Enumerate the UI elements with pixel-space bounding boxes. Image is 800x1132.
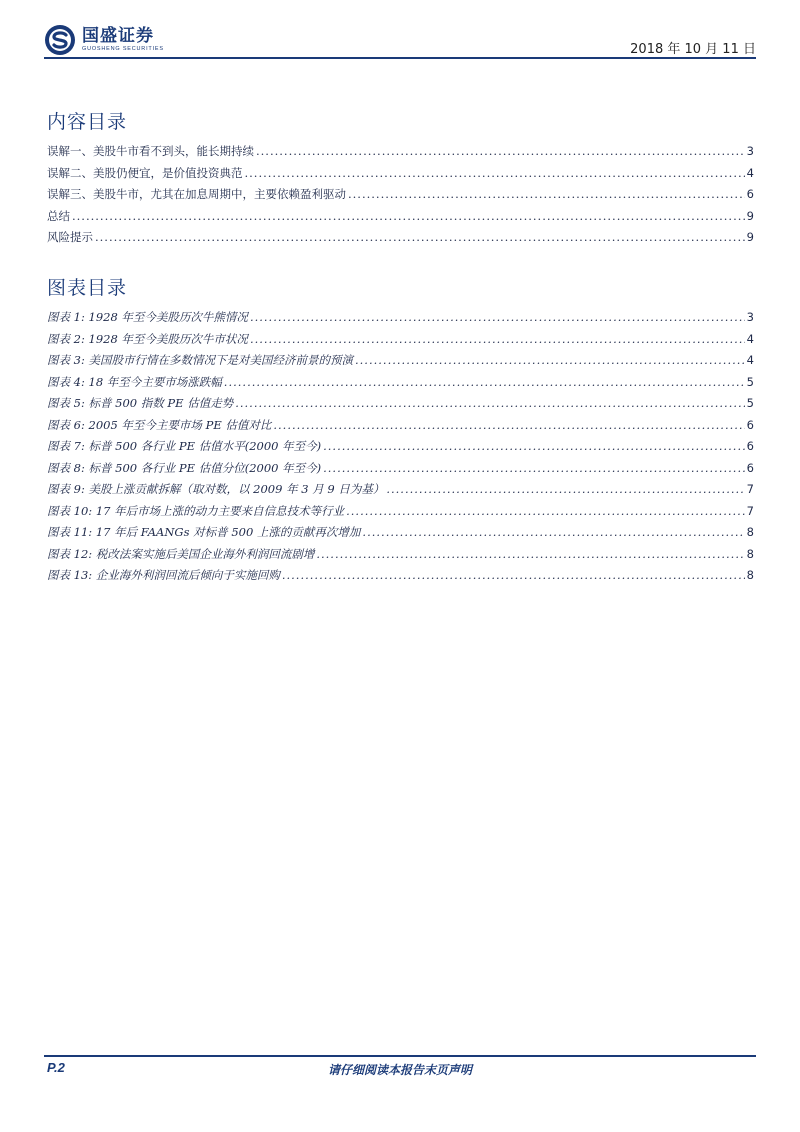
toc-item-page: 4 [746,165,754,180]
figure-item-label: 图表 10: 17 年后市场上涨的动力主要来自信息技术等行业 [47,503,345,518]
figure-item-label: 图表 11: 17 年后 FAANGs 对标普 500 上涨的贡献再次增加 [47,525,361,539]
figure-item-page: 8 [746,546,754,561]
toc-leader-dots [245,166,745,180]
figure-item-page: 6 [746,460,754,475]
toc-item-page: 3 [746,144,754,158]
toc-item[interactable] [47,229,754,251]
figure-item-label: 图表 7: 标普 500 各行业 PE 估值水平(2000 年至今) [47,439,322,453]
figure-item-page: 4 [746,331,754,346]
toc-leader-dots [95,230,745,244]
toc-leader-dots [250,332,745,346]
figure-item[interactable] [47,460,754,482]
toc-item-page: 9 [746,230,754,244]
page-number: P.2 [47,1060,65,1075]
toc-item-label: 总结 [47,208,70,223]
company-logo [44,24,164,56]
figure-item-label: 图表 6: 2005 年至今主要市场 PE 估值对比 [47,417,272,432]
figure-item-label: 图表 3: 美国股市行情在多数情况下是对美国经济前景的预演 [47,353,353,367]
figure-item-label: 图表 2: 1928 年至今美股历次牛市状况 [47,331,248,346]
logo-english-name: GUOSHENG SECURITIES [82,46,164,52]
toc-leader-dots [355,353,745,367]
page-header [0,0,800,62]
figure-item-label: 图表 12: 税改法案实施后美国企业海外利润回流剧增 [47,546,315,561]
figure-item[interactable] [47,352,754,374]
toc-leader-dots [346,504,745,518]
figure-item-page: 6 [746,439,754,453]
figure-item[interactable] [47,309,754,331]
figure-item-label: 图表 9: 美股上涨贡献拆解（取对数，以 2009 年 3 月 9 日为基） [47,482,385,496]
guosheng-logo-icon [44,24,76,56]
toc-leader-dots [273,418,744,432]
figure-item[interactable] [47,374,754,396]
toc-leader-dots [323,461,745,475]
figure-item-page: 4 [746,353,754,367]
toc-item-page: 9 [746,208,754,223]
toc-leader-dots [323,439,745,453]
figure-item-page: 5 [746,374,754,389]
toc-leader-dots [224,375,745,389]
toc-leader-dots [250,310,745,324]
figures-title: 图表目录 [47,277,128,299]
toc-leader-dots [362,525,744,539]
figure-item[interactable] [47,503,754,525]
figure-item[interactable] [47,546,754,568]
figure-item-page: 6 [746,417,754,432]
toc-item[interactable] [47,143,754,165]
figure-item-label: 图表 5: 标普 500 指数 PE 估值走势 [47,396,234,410]
figure-item-page: 8 [746,525,754,539]
toc-leader-dots [348,187,745,201]
logo-chinese-name: 国盛证券 [82,26,154,46]
figure-item-label: 图表 8: 标普 500 各行业 PE 估值分位(2000 年至今) [47,460,322,475]
footer-divider [44,1055,756,1057]
figure-item-page: 3 [746,310,754,324]
figure-item-page: 7 [746,482,754,496]
toc-leader-dots [316,547,744,561]
figure-item[interactable] [47,417,754,439]
toc-leader-dots [235,396,744,410]
contents-list [47,143,754,251]
toc-item-label: 误解三、美股牛市，尤其在加息周期中，主要依赖盈利驱动 [47,187,346,201]
figure-item[interactable] [47,331,754,353]
disclaimer-note: 请仔细阅读本报告末页声明 [327,1063,472,1077]
toc-item-page: 6 [746,187,754,201]
toc-leader-dots [72,209,745,223]
report-date: 2018 年 10 月 11 日 [630,42,756,57]
figure-item[interactable] [47,567,754,589]
figure-item-page: 5 [746,396,754,410]
figure-item[interactable] [47,524,754,546]
toc-item[interactable] [47,208,754,230]
toc-item-label: 误解二、美股仍便宜，是价值投资典范 [47,165,243,180]
header-divider [44,57,756,59]
toc-leader-dots [282,568,745,582]
toc-leader-dots [386,482,744,496]
figure-item[interactable] [47,481,754,503]
toc-item-label: 风险提示 [47,230,93,244]
figure-item[interactable] [47,438,754,460]
figure-item[interactable] [47,395,754,417]
figure-item-label: 图表 1: 1928 年至今美股历次牛熊情况 [47,310,248,324]
contents-title: 内容目录 [47,111,128,133]
toc-item-label: 误解一、美股牛市看不到头，能长期持续 [47,144,254,158]
figure-item-label: 图表 13: 企业海外利润回流后倾向于实施回购 [47,568,280,582]
toc-leader-dots [256,144,745,158]
figure-item-page: 7 [746,503,754,518]
figure-item-page: 8 [746,568,754,582]
toc-item[interactable] [47,186,754,208]
figure-item-label: 图表 4: 18 年至今主要市场涨跌幅 [47,374,222,389]
figures-list [47,309,754,589]
toc-item[interactable] [47,165,754,187]
